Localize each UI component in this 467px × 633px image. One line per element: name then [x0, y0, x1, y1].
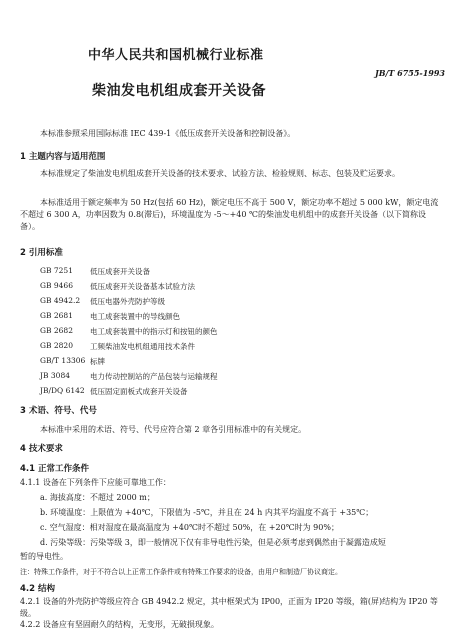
- reference-title: 低压固定面板式成套开关设备: [90, 387, 188, 396]
- reference-title: 电工成套装置中的指示灯和按钮的颜色: [90, 327, 218, 336]
- standard-number: JB/T 6755-1993: [374, 68, 445, 78]
- reference-code: GB 2820: [40, 341, 73, 350]
- reference-code: JB 3084: [40, 371, 70, 380]
- reference-code: GB/T 13306: [40, 356, 86, 365]
- reference-title: 低压成套开关设备: [90, 267, 150, 276]
- item-b: b. 环境温度：上限值为 +40℃，下限值为 -5℃，并且在 24 h 内其平均温度不高于 +35℃；: [40, 508, 374, 517]
- reference-code: GB 9466: [40, 281, 73, 290]
- reference-title: 标牌: [90, 357, 105, 366]
- section-4-1-heading: 4.1 正常工作条件: [20, 464, 90, 474]
- section-4-2-heading: 4.2 结构: [20, 584, 56, 594]
- intro-paragraph: 本标准参照采用国际标准 IEC 439-1《低压成套开关设备和控制设备》。: [40, 129, 296, 138]
- note: 注：特殊工作条件，对于不符合以上正常工作条件或有特殊工作要求的设备，由用户和制造厂协议商定。: [20, 568, 342, 576]
- clause-4-2-1: 4.2.1 设备的外壳防护等级应符合 GB 4942.2 规定，其中框架式为 IP00，正面为 IP20 等级，箱(屏)结构为 IP20 等级。: [20, 597, 438, 618]
- document-title: 柴油发电机组成套开关设备: [92, 83, 266, 99]
- reference-code: GB 2681: [40, 311, 73, 320]
- clause-4-2-2: 4.2.2 设备应有坚固耐久的结构，无变形，无破损现象。: [20, 620, 219, 629]
- reference-code: GB 2682: [40, 326, 73, 335]
- item-a: a. 海拔高度：不超过 2000 m；: [40, 493, 155, 502]
- section-3-heading: 3 术语、符号、代号: [20, 406, 97, 416]
- clause-4-1-1: 4.1.1 设备在下列条件下应能可靠地工作：: [20, 478, 171, 487]
- reference-code: JB/DQ 6142: [40, 386, 85, 395]
- publisher-heading: 中华人民共和国机械行业标准: [88, 48, 264, 63]
- item-d-line-2: 暂的导电性。: [20, 552, 68, 561]
- reference-code: GB 4942.2: [40, 296, 81, 305]
- reference-title: 低压成套开关设备基本试验方法: [90, 282, 195, 291]
- reference-title: 电力传动控制站的产品包装与运输规程: [90, 372, 218, 381]
- reference-code: GB 7251: [40, 266, 73, 275]
- reference-title: 电工成套装置中的导线颜色: [90, 312, 180, 321]
- reference-title: 低压电器外壳防护等级: [90, 297, 165, 306]
- section-2-heading: 2 引用标准: [20, 248, 63, 258]
- section-1-paragraph-1: 本标准规定了柴油发电机组成套开关设备的技术要求、试验方法、检验规则、标志、包装及贮运要求。: [40, 169, 400, 178]
- section-3-paragraph: 本标准中采用的术语、符号、代号应符合第 2 章各引用标准中的有关规定。: [40, 425, 307, 434]
- reference-title: 工频柴油发电机组通用技术条件: [90, 342, 195, 351]
- item-c: c. 空气湿度：相对湿度在最高温度为 +40℃时不超过 50%，在 +20℃时为 90%；: [40, 523, 339, 532]
- section-1-paragraph-2: 本标准适用于额定频率为 50 Hz(包括 60 Hz)，额定电压不高于 500 V，额定功率不超过 5 000 kW，额定电流不超过 6 300 A，功率因数为 0.8(滞后)，环境温度为 -5～+40 ℃的柴油发电机组中的成套开关设备（以下简称设备）。: [20, 198, 439, 231]
- section-4-heading: 4 技术要求: [20, 444, 63, 454]
- section-1-heading: 1 主题内容与适用范围: [20, 152, 106, 162]
- item-d-line-1: d. 污染等级：污染等级 3，即一般情况下仅有非导电性污染，但是必须考虑到偶然由于凝露造成短: [40, 538, 386, 547]
